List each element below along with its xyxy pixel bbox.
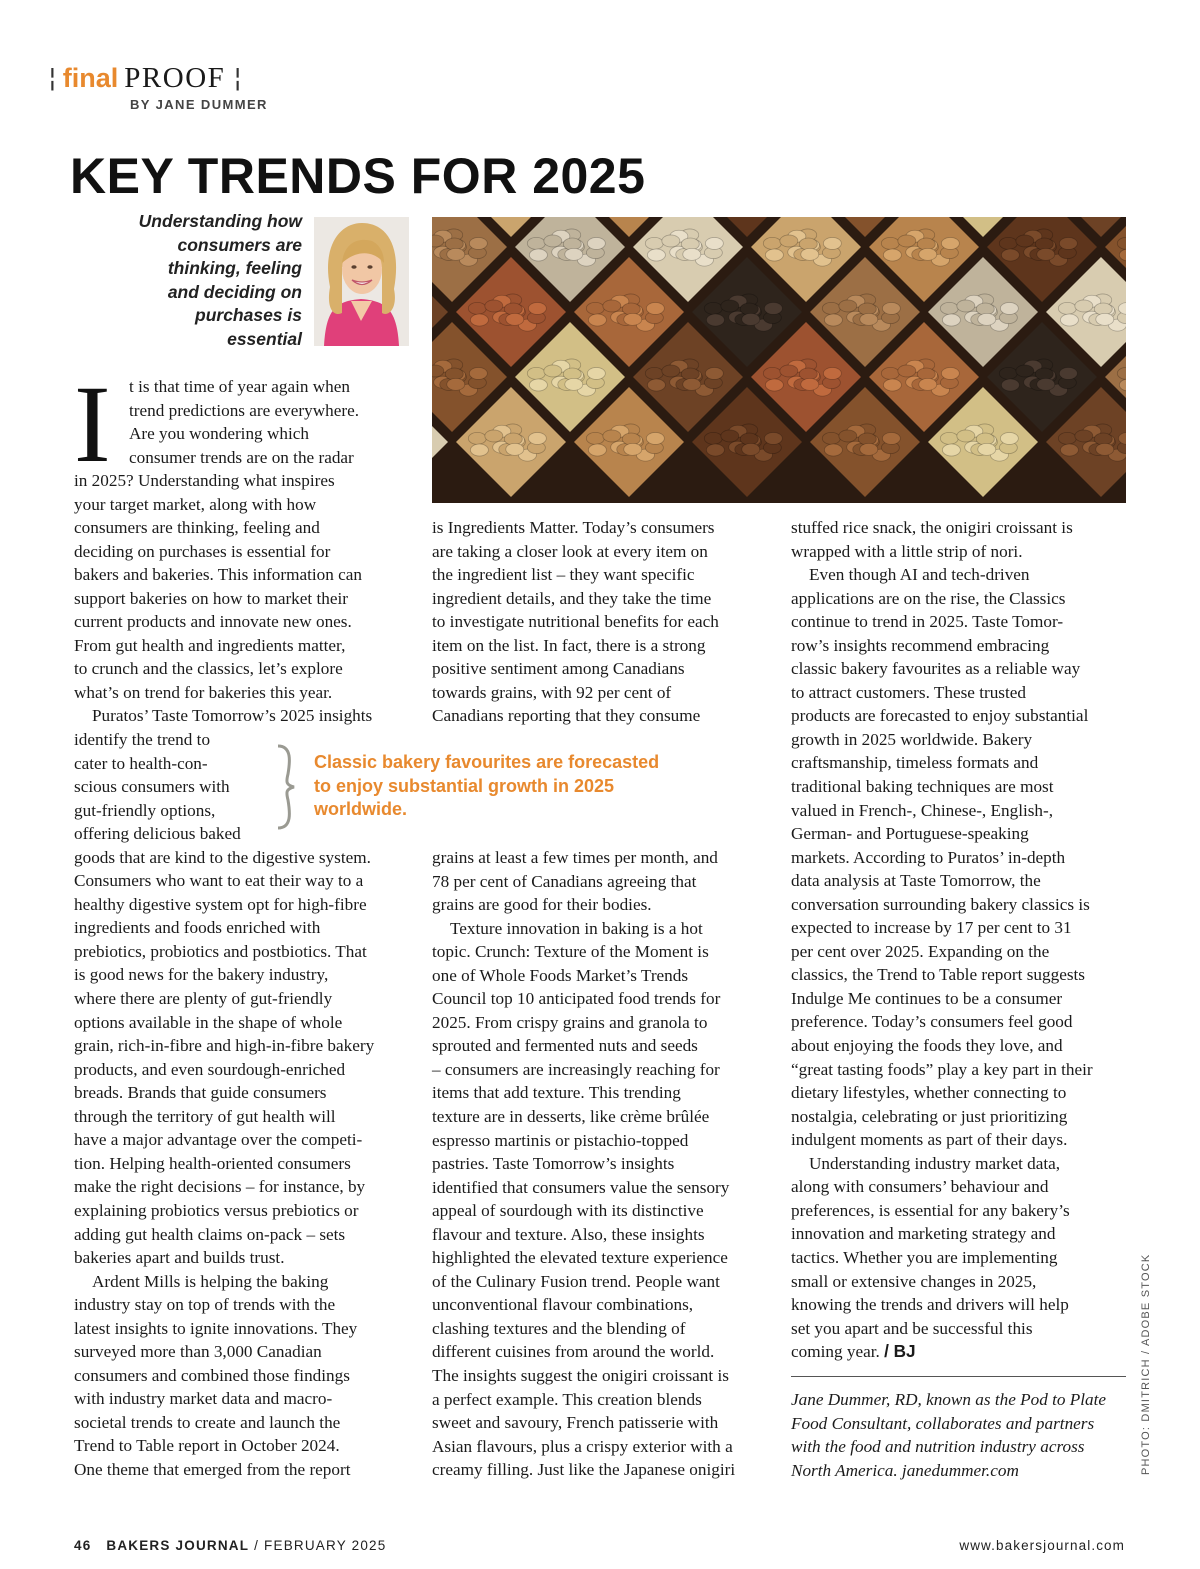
text-line: Are you wondering which — [129, 424, 309, 444]
sign-off: / BJ — [884, 1341, 916, 1362]
text-line: bakeries apart and builds trust. — [74, 1248, 285, 1268]
text-line: preference. Today’s consumers feel good — [791, 1012, 1073, 1032]
header-proof-label: PROOF — [124, 61, 226, 94]
bio-line: Food Consultant, collaborates and partners — [791, 1413, 1095, 1433]
text-line: a perfect example. This creation blends — [432, 1389, 702, 1409]
text-line: tactics. Whether you are implementing — [791, 1247, 1058, 1267]
text-line: Asian flavours, plus a crispy exterior with a — [432, 1436, 733, 1456]
text-line: wrapped with a little strip of nori. — [791, 541, 1023, 561]
deck — [96, 210, 302, 352]
bio-line: North America. janedummer.com — [791, 1460, 1019, 1480]
column-2-body — [432, 846, 735, 1482]
text-line: explaining probiotics versus prebiotics or — [74, 1200, 359, 1220]
text-line: growth in 2025 worldwide. Bakery — [791, 729, 1033, 749]
text-line: industry stay on top of trends with the — [74, 1295, 336, 1315]
drop-cap: I — [74, 363, 111, 485]
text-line: scious consumers with — [74, 777, 230, 797]
deck-line: essential — [227, 328, 302, 349]
text-line: t is that time of year again when — [129, 377, 350, 396]
text-line: conversation surrounding bakery classics is — [791, 894, 1090, 914]
text-line: offering delicious baked — [74, 824, 241, 844]
text-line: expected to increase by 17 per cent to 31 — [791, 918, 1072, 938]
text-line: tion. Helping health-oriented consumers — [74, 1153, 351, 1173]
text-line: current products and innovate new ones. — [74, 612, 352, 632]
text-line: societal trends to create and launch the — [74, 1412, 341, 1432]
text-line: texture are in desserts, like crème brûlée — [432, 1107, 710, 1127]
text-line: unconventional flavour combinations, — [432, 1295, 694, 1315]
text-line: are taking a closer look at every item on — [432, 541, 708, 561]
text-line: what’s on trend for bakeries this year. — [74, 682, 333, 702]
text-line: where there are plenty of gut-friendly — [74, 989, 333, 1009]
author-bio — [791, 1388, 1131, 1482]
text-line: stuffed rice snack, the onigiri croissant is — [791, 518, 1073, 537]
text-line: with industry market data and macro- — [74, 1389, 333, 1409]
text-line: Texture innovation in baking is a hot — [450, 918, 703, 938]
bio-line: Jane Dummer, RD, known as the Pod to Plate — [791, 1390, 1107, 1409]
text-line: is good news for the bakery industry, — [74, 965, 329, 985]
text-line: small or extensive changes in 2025, — [791, 1271, 1037, 1291]
text-line: prebiotics, probiotics and postbiotics. That — [74, 941, 367, 961]
text-line: consumers are thinking, feeling and — [74, 518, 320, 538]
text-line: bakers and bakeries. This information can — [74, 565, 362, 585]
text-line: ingredients and foods enriched with — [74, 918, 321, 938]
text-line: – consumers are increasingly reaching for — [432, 1059, 720, 1079]
text-line: about enjoying the foods they love, and — [791, 1036, 1063, 1056]
column-3-body — [791, 516, 1093, 1364]
text-line: From gut health and ingredients matter, — [74, 635, 346, 655]
deck-line: consumers are — [177, 234, 302, 255]
text-line: support bakeries on how to market their — [74, 588, 348, 608]
text-line: topic. Crunch: Texture of the Moment is — [432, 942, 709, 962]
page-number: 46 — [74, 1538, 92, 1553]
deck-line: purchases is — [195, 305, 302, 326]
text-line: sprouted and fermented nuts and seeds — [432, 1036, 698, 1056]
closing-line: coming year. — [791, 1342, 880, 1362]
text-line: valued in French-, Chinese-, English-, — [791, 800, 1054, 820]
text-line: creamy filling. Just like the Japanese onigiri — [432, 1460, 736, 1480]
text-line: of the Culinary Fusion trend. People want — [432, 1271, 720, 1291]
text-line: appeal of sourdough with its distinctive — [432, 1201, 704, 1221]
text-line: your target market, along with how — [74, 494, 317, 514]
text-line: One theme that emerged from the report — [74, 1459, 351, 1479]
text-line: have a major advantage over the competi- — [74, 1130, 363, 1150]
text-line: 78 per cent of Canadians agreeing that — [432, 871, 697, 891]
text-line: pastries. Taste Tomorrow’s insights — [432, 1154, 675, 1174]
text-line: breads. Brands that guide consumers — [74, 1083, 327, 1103]
text-line: The insights suggest the onigiri croissant is — [432, 1366, 729, 1386]
pullquote-brace — [270, 744, 300, 830]
text-line: surveyed more than 3,000 Canadian — [74, 1342, 322, 1362]
text-line: craftsmanship, timeless formats and — [791, 753, 1039, 773]
footer-url[interactable]: www.bakersjournal.com — [959, 1538, 1125, 1553]
text-line: nostalgia, celebrating or just prioritizing — [791, 1106, 1068, 1126]
text-line: identify the trend to — [74, 730, 211, 750]
pullquote-line: to enjoy substantial growth in 2025 — [314, 775, 615, 796]
text-line: the ingredient list – they want specific — [432, 565, 695, 585]
text-line: traditional baking techniques are most — [791, 777, 1054, 797]
bio-line: with the food and nutrition industry across — [791, 1437, 1085, 1456]
header-bar-left: ¦ — [48, 63, 55, 93]
text-line: identified that consumers value the sensory — [432, 1177, 730, 1197]
text-line: consumers and combined those findings — [74, 1365, 350, 1385]
bio-divider — [791, 1376, 1126, 1377]
text-line: is Ingredients Matter. Today’s consumers — [432, 518, 715, 537]
text-line: products are forecasted to enjoy substantial — [791, 706, 1089, 726]
text-line: indulgent moments as part of their days. — [791, 1130, 1068, 1150]
text-line: espresso martinis or pistachio-topped — [432, 1130, 689, 1150]
text-line: Understanding industry market data, — [809, 1153, 1061, 1173]
hero-photo — [432, 217, 1126, 503]
column-1-body — [74, 469, 374, 1482]
text-line: innovation and marketing strategy and — [791, 1224, 1056, 1244]
text-line: in 2025? Understanding what inspires — [74, 471, 335, 490]
text-line: per cent over 2025. Expanding on the — [791, 941, 1050, 961]
text-line: consumer trends are on the radar — [129, 447, 354, 467]
text-line: to crunch and the classics, let’s explore — [74, 659, 343, 679]
deck-line: thinking, feeling — [167, 258, 302, 279]
text-line: Indulge Me continues to be a consumer — [791, 988, 1063, 1008]
assorted-nuts-and-seeds-photo — [432, 217, 1126, 503]
text-line: Even though AI and tech-driven — [809, 565, 1030, 585]
text-line: applications are on the rise, the Classics — [791, 588, 1066, 608]
text-line: cater to health-con- — [74, 753, 208, 773]
text-line: clashing textures and the blending of — [432, 1318, 686, 1338]
text-line: different cuisines from around the world. — [432, 1342, 715, 1362]
text-line: set you apart and be successful this — [791, 1318, 1033, 1338]
text-line: options available in the shape of whole — [74, 1012, 343, 1032]
text-line: grain, rich-in-fibre and high-in-fibre bakery — [74, 1036, 375, 1056]
text-line: classics, the Trend to Table report suggests — [791, 965, 1085, 985]
text-line: highlighted the elevated texture experience — [432, 1248, 728, 1268]
text-line: “great tasting foods” play a key part in their — [791, 1059, 1093, 1079]
text-line: trend predictions are everywhere. — [129, 400, 360, 420]
text-line: Council top 10 anticipated food trends for — [432, 989, 721, 1009]
text-line: row’s insights recommend embracing — [791, 635, 1050, 655]
text-line: goods that are kind to the digestive system. — [74, 847, 371, 867]
publication-name: BAKERS JOURNAL — [106, 1538, 250, 1553]
text-line: along with consumers’ behaviour and — [791, 1177, 1049, 1197]
text-line: products, and even sourdough-enriched — [74, 1059, 346, 1079]
text-line: Ardent Mills is helping the baking — [92, 1271, 329, 1291]
footer-folio — [74, 1538, 386, 1553]
pullquote-line: Classic bakery favourites are forecasted — [314, 752, 660, 772]
photo-credit: PHOTO: DMITRICH / ADOBE STOCK — [1140, 1253, 1152, 1475]
pullquote-line: worldwide. — [314, 799, 408, 819]
text-line: classic bakery favourites as a reliable way — [791, 659, 1081, 679]
text-line: one of Whole Foods Market’s Trends — [432, 965, 689, 985]
text-line: flavour and texture. Also, these insights — [432, 1224, 705, 1244]
column-2-top — [432, 516, 719, 728]
text-line: gut-friendly options, — [74, 800, 216, 820]
text-line: healthy digestive system opt for high-fibre — [74, 894, 367, 914]
text-line: data analysis at Taste Tomorrow, the — [791, 871, 1041, 891]
text-line: make the right decisions – for instance, by — [74, 1177, 366, 1197]
text-line: sweet and savoury, French patisserie with — [432, 1413, 719, 1433]
text-line: 2025. From crispy grains and granola to — [432, 1012, 708, 1032]
deck-line: and deciding on — [167, 281, 302, 302]
headline: KEY TRENDS FOR 2025 — [70, 148, 646, 204]
text-line: Canadians reporting that they consume — [432, 706, 701, 726]
header-bar-right: ¦ — [233, 63, 241, 93]
text-line: German- and Portuguese-speaking — [791, 824, 1029, 844]
text-line: markets. According to Puratos’ in-depth — [791, 847, 1066, 867]
text-line: grains are good for their bodies. — [432, 895, 652, 915]
text-line: deciding on purchases is essential for — [74, 541, 331, 561]
author-portrait — [314, 217, 409, 346]
byline: BY JANE DUMMER — [130, 97, 268, 112]
header-final-label: final — [62, 62, 119, 93]
text-line: dietary lifestyles, whether connecting to — [791, 1083, 1067, 1103]
text-line: ingredient details, and they take the time — [432, 588, 712, 608]
text-line: to investigate nutritional benefits for each — [432, 612, 719, 632]
text-line: continue to trend in 2025. Taste Tomor- — [791, 612, 1064, 632]
text-line: adding gut health claims on-pack – sets — [74, 1224, 346, 1244]
pullquote — [314, 751, 754, 822]
issue-date: / FEBRUARY 2025 — [254, 1538, 387, 1553]
text-line: Puratos’ Taste Tomorrow’s 2025 insights — [92, 706, 373, 726]
text-line: grains at least a few times per month, and — [432, 848, 718, 867]
portrait-drawing — [314, 217, 409, 346]
text-line: item on the list. In fact, there is a strong — [432, 635, 706, 655]
text-line: knowing the trends and drivers will help — [791, 1295, 1069, 1315]
text-line: latest insights to ignite innovations. They — [74, 1318, 358, 1338]
text-line: positive sentiment among Canadians — [432, 659, 685, 679]
text-line — [791, 1340, 1093, 1364]
text-line: towards grains, with 92 per cent of — [432, 682, 672, 702]
text-line: Trend to Table report in October 2024. — [74, 1436, 340, 1456]
text-line: Consumers who want to eat their way to a — [74, 871, 364, 891]
column-1-intro — [129, 375, 359, 469]
text-line: preferences, is essential for any bakery’s — [791, 1200, 1070, 1220]
text-line: items that add texture. This trending — [432, 1083, 681, 1103]
deck-line: Understanding how — [138, 211, 302, 231]
text-line: through the territory of gut health will — [74, 1106, 336, 1126]
text-line: to attract customers. These trusted — [791, 682, 1026, 702]
column-header — [48, 58, 240, 98]
